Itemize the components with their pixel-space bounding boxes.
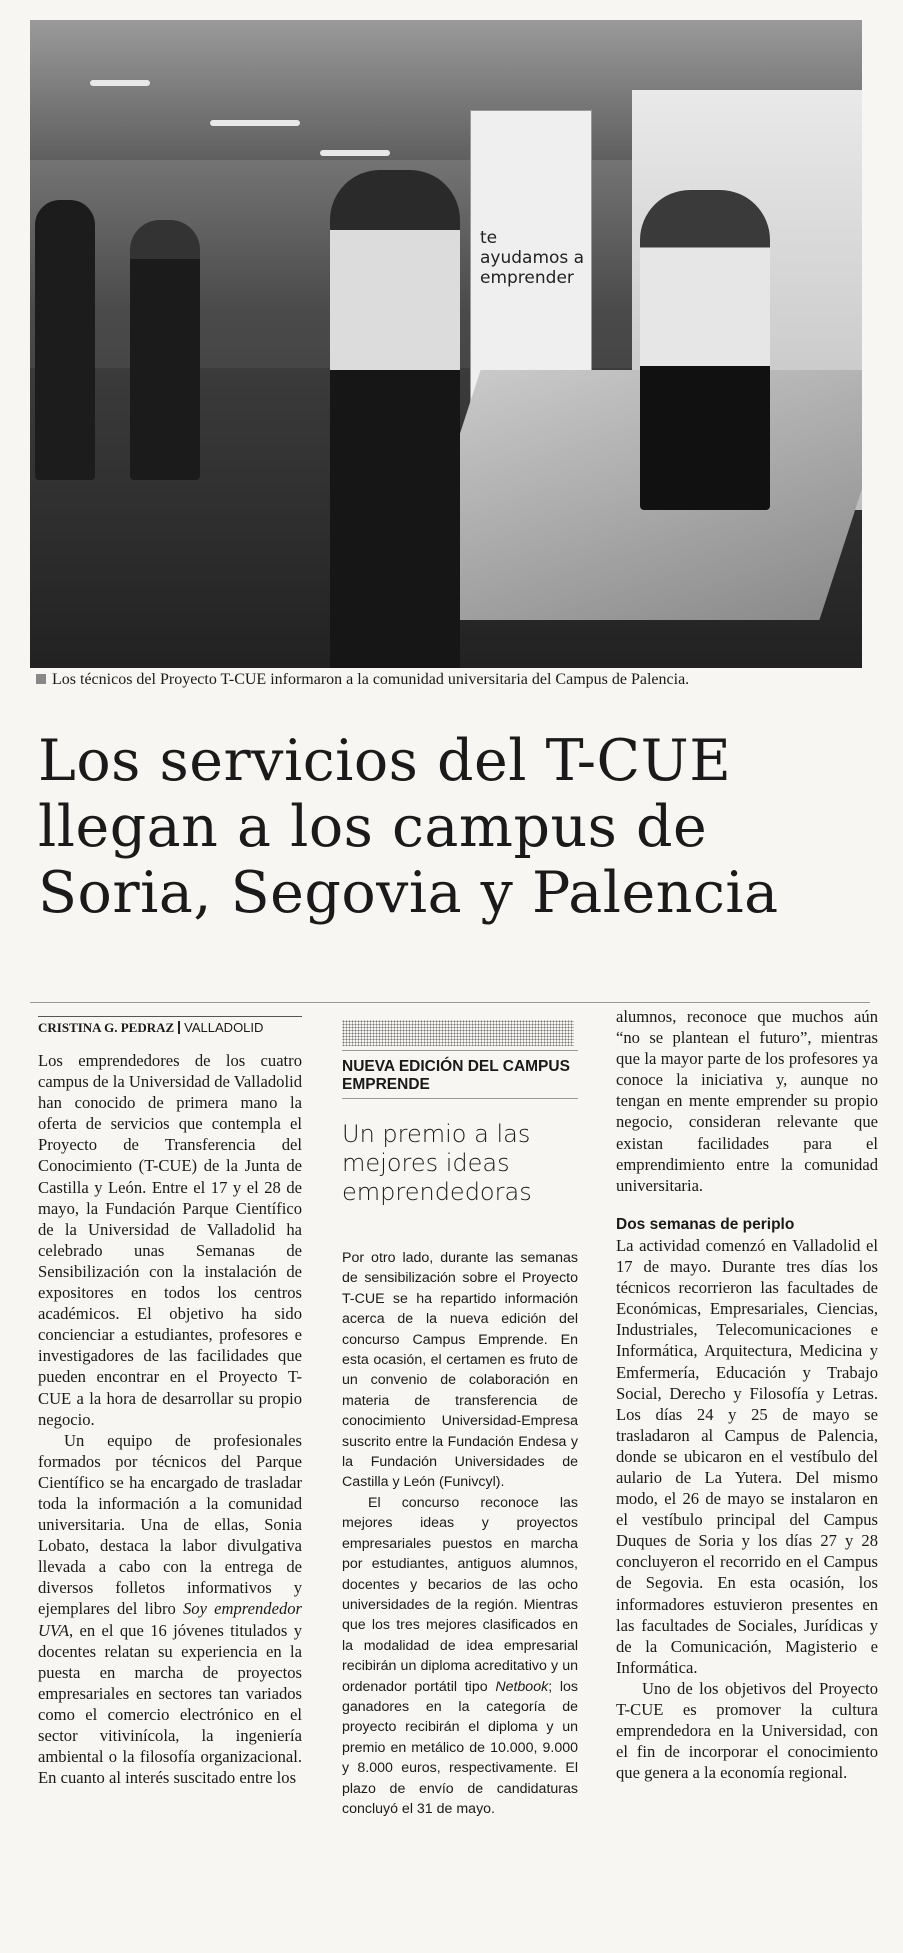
headline: Los servicios del T-CUE llegan a los campus de Soria, Segovia y Palencia [38,728,779,926]
photo-person [640,190,770,510]
column-1 [38,1050,302,1788]
paragraph-text: El concurso reconoce las mejores ideas y proyectos empresariales puestos en marcha por estudiantes, antiguos alumnos, docentes y becarios de las ocho universidades de la región. Mientras que los tres mejores clasificados en la modalidad de idea empresarial recibirán un diploma acreditativo y un ordenador portátil tipo [342,1494,578,1695]
headline-divider [30,1002,870,1003]
paragraph: La actividad comenzó en Valladolid el 17 de mayo. Durante tres días los técnicos recorrieron las facultades de Económicas, Empresariales, Ciencias, Industriales, Telecomunicaciones e Informática, Arquitectura, Medicina y Emfermería, Educación y Trabajo Social, Derecho y Filosofía y Letras. Los días 24 y 25 de mayo se trasladaron al Campus de Palencia, donde se ubicaron en el vestíbulo del aulario de La Yutera. Del mismo modo, el 26 de mayo se instalaron en el vestíbulo principal del Campus Duques de Soria y los días 27 y 28 concluyeron el recorrido en el Campus de Segovia. En esta ocasión, los informadores estuvieron presentes en las facultades de Sociales, Jurídicas y de la Comunicación, Magisterio e Informática. [616,1235,878,1677]
photo-person [130,220,200,480]
column-3 [616,1006,878,1783]
byline [38,1016,302,1036]
sidebar-kicker: NUEVA EDICIÓN DEL CAMPUS EMPRENDE [342,1058,570,1093]
caption-text: Los técnicos del Proyecto T-CUE informaron a la comunidad universitaria del Campus de Palencia. [52,671,690,688]
paragraph-text: Un equipo de profesionales formados por técnicos del Parque Científico se ha encargado de trasladar toda la información a la comunidad universitaria. Una de ellas, Sonia Lobato, destaca la labor divulgativa llevada a cabo con la entrega de diversos folletos informativos y ejemplares del libro [38,1430,302,1619]
photo-caption [36,670,866,690]
paragraph-text: ; los ganadores en la categoría de proyecto recibirán el diploma y un premio en metálico de 10.000, 9.000 y 8.000 euros, respectivamente. El plazo de envío de candidaturas concluyó el 31 de mayo. [342,1678,578,1817]
paragraph-text: , en el que 16 jóvenes titulados y docentes relatan su experiencia en la puesta en marcha de proyectos empresariales en sectores tan variados como el comercio electrónico en el sector vitivinícola, la ingeniería ambiental o la filosofía organizacional. En cuanto al interés suscitado entre los [38,1620,302,1788]
paragraph [38,1430,302,1789]
photo-person [35,200,95,480]
column-2 [342,1248,578,1819]
sidebar-subhead: Un premio a las mejores ideas emprendedoras [342,1120,532,1206]
sidebar-rule [342,1050,578,1051]
section-subhead: Dos semanas de periplo [616,1215,795,1233]
caption-marker [36,674,46,684]
photo-table [399,370,862,620]
article-photo [30,20,862,668]
banner-text: te ayudamos a emprender [480,228,585,288]
ceiling-light [210,120,300,126]
paragraph: alumnos, reconoce que muchos aún “no se plantean el futuro”, mientras que la mayor parte de los profesores ya conoce la iniciativa y, aunque no tengan en mente emprender su propio negocio, consideran relevante que existan facilidades para el emprendimiento entre la comunidad universitaria. [616,1007,878,1195]
product-name: Netbook [495,1678,549,1695]
sidebar-rule [342,1098,578,1099]
paragraph: Uno de los objetivos del Proyecto T-CUE es promover la cultura emprendedora en la Universidad, con el fin de incorporar el conocimiento que genera a la economía regional. [616,1678,878,1783]
byline-author: CRISTINA G. PEDRAZ [38,1020,175,1035]
sidebar-dot-pattern [342,1020,574,1046]
byline-location: VALLADOLID [184,1020,264,1035]
paragraph: Los emprendedores de los cuatro campus de la Universidad de Valladolid han conocido de primera mano la oferta de servicios que contempla el Proyecto de Transferencia del Conocimiento (T-CUE) de la Junta de Castilla y León. Entre el 17 y el 28 de mayo, la Fundación Parque Científico de la Universidad de Valladolid ha celebrado unas Semanas de Sensibilización con la instalación de expositores en todos los centros académicos. El objetivo ha sido concienciar a estudiantes, profesores e investigadores de las facilidades que pueden encontrar en el Proyecto T-CUE a la hora de desarrollar su propio negocio. [38,1051,302,1429]
book-title: Soy emprendedor UVA [38,1599,302,1640]
ceiling-light [90,80,150,86]
paragraph [342,1493,578,1820]
photo-person [330,170,460,668]
ceiling-light [320,150,390,156]
byline-separator [178,1021,180,1034]
paragraph: Por otro lado, durante las semanas de sensibilización sobre el Proyecto T-CUE se ha repartido información acerca de la nueva edición del concurso Campus Emprende. En esta ocasión, el certamen es fruto de un convenio de colaboración en materia de transferencia de conocimiento Universidad-Empresa suscrito entre la Fundación Endesa y la Fundación Universidades de Castilla y León (Funivcyl). [342,1250,578,1491]
